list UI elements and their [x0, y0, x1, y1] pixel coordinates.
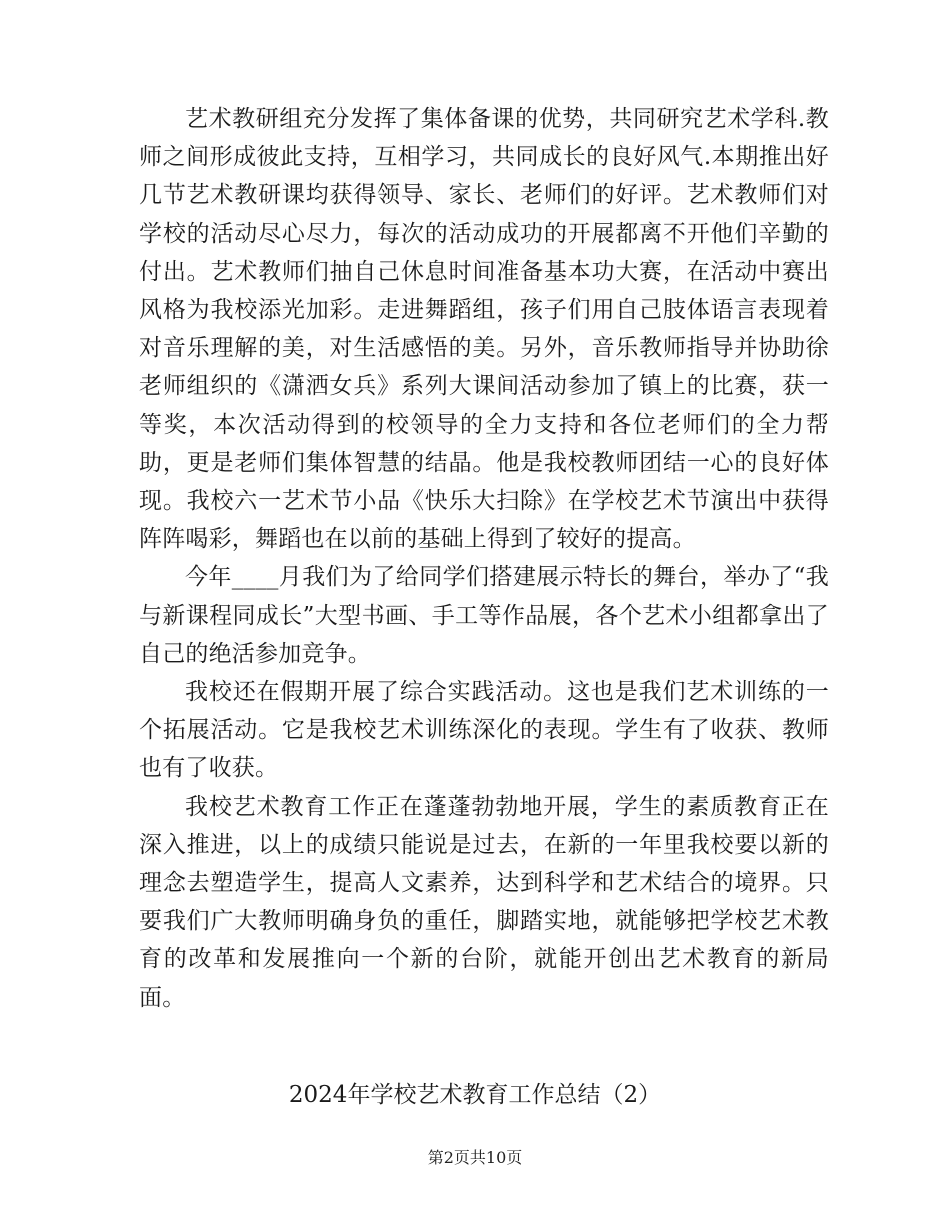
- page-number-footer: 第2页共10页: [427, 1148, 523, 1167]
- paragraph: 我校艺术教育工作正在蓬蓬勃勃地开展，学生的素质教育正在深入推进，以上的成绩只能说是过去，在新的一年里我校要以新的理念去塑造学生，提高人文素养，达到科学和艺术结合的境界。只要我们广大教师明确身负的重任，脚踏实地，就能够把学校艺术教育的改革和发展推向一个新的台阶，就能开创出艺术教育的新局面。: [139, 793, 829, 1011]
- paragraph: 我校还在假期开展了综合实践活动。这也是我们艺术训练的一个拓展活动。它是我校艺术训练深化的表现。学生有了收获、教师也有了收获。: [139, 679, 829, 782]
- paragraph: 今年____月我们为了给同学们搭建展示特长的舞台，举办了“我与新课程同成长”大型书画、手工等作品展，各个艺术小组都拿出了自己的绝活参加竞争。: [139, 564, 829, 667]
- paragraph: 艺术教研组充分发挥了集体备课的优势，共同研究艺术学科.教师之间形成彼此支持，互相学习，共同成长的良好风气.本期推出好几节艺术教研课均获得领导、家长、老师们的好评。艺术教师们对学校的活动尽心尽力，每次的活动成功的开展都离不开他们辛勤的付出。艺术教师们抽自己休息时间准备基本功大赛，在活动中赛出风格为我校添光加彩。走进舞蹈组，孩子们用自己肢体语言表现着对音乐理解的美，对生活感悟的美。另外，音乐教师指导并协助徐老师组织的《潇洒女兵》系列大课间活动参加了镇上的比赛，获一等奖，本次活动得到的校领导的全力支持和各位老师们的全力帮助，更是老师们集体智慧的结晶。他是我校教师团结一心的良好体现。我校六一艺术节小品《快乐大扫除》在学校艺术节演出中获得阵阵喝彩，舞蹈也在以前的基础上得到了较好的提高。: [139, 106, 829, 553]
- document-body: [139, 100, 829, 1017]
- section-title: 2024年学校艺术教育工作总结（2）: [288, 1082, 662, 1108]
